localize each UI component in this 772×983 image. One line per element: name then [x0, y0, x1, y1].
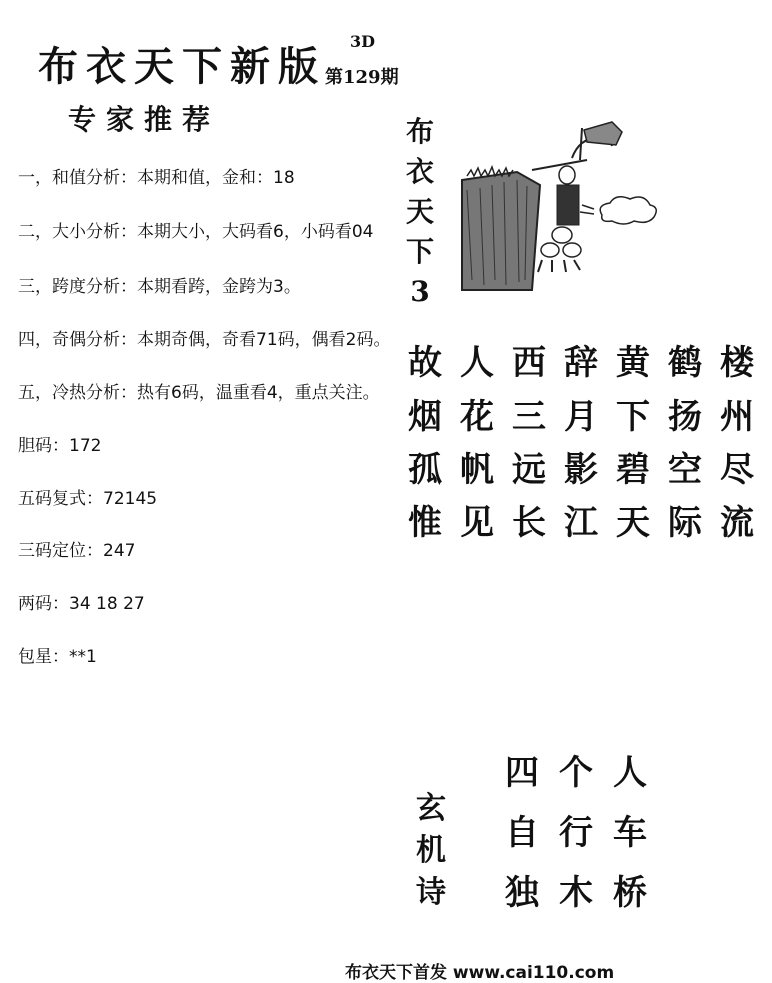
poem-line: 惟见长江天际流	[408, 503, 772, 543]
footer-credit: 布衣天下首发 www.cai110.com	[345, 963, 615, 983]
riddle-label	[416, 788, 446, 914]
span-analysis: 三，跨度分析：本期看跨，金跨为3。	[18, 277, 301, 297]
hot-cold-analysis: 五，冷热分析：热有6码，温重看4，重点关注。	[18, 383, 380, 403]
star-pick: 包星：**1	[18, 647, 97, 667]
poem-line: 孤帆远影碧空尽	[408, 450, 772, 490]
side-title-char: 下	[405, 235, 434, 268]
side-title-char: 衣	[405, 155, 434, 188]
page-title: 布衣天下新版	[38, 43, 326, 90]
riddle-line: 独木桥	[505, 873, 667, 913]
key-numbers: 胆码：172	[18, 436, 102, 456]
odd-even-analysis: 四，奇偶分析：本期奇偶，奇看71码，偶看2码。	[18, 330, 391, 350]
side-title-char: 天	[405, 195, 434, 228]
edition-label: 3D	[350, 32, 376, 51]
riddle-label-char: 诗	[416, 875, 446, 910]
side-title	[405, 112, 435, 312]
riddle-label-char: 机	[416, 833, 446, 868]
riddle-label-char: 玄	[416, 791, 446, 826]
cliff-cartoon-illustration	[462, 110, 672, 290]
size-analysis: 二，大小分析：本期大小，大码看6，小码看04	[18, 222, 374, 242]
sum-analysis: 一，和值分析：本期和值，金和：18	[18, 168, 295, 188]
side-title-char: 3	[410, 275, 430, 308]
riddle-line: 四个人	[505, 753, 667, 793]
poem-line: 烟花三月下扬州	[408, 397, 772, 437]
five-number-combo: 五码复式：72145	[18, 489, 158, 509]
side-title-char: 布	[405, 115, 434, 148]
three-number-position: 三码定位：247	[18, 541, 136, 561]
section-subtitle: 专家推荐	[68, 103, 221, 136]
riddle-line: 自行车	[505, 813, 667, 853]
issue-number: 第129期	[325, 67, 399, 88]
two-number-combo: 两码：34 18 27	[18, 594, 145, 614]
poem-line: 故人西辞黄鹤楼	[408, 343, 772, 383]
